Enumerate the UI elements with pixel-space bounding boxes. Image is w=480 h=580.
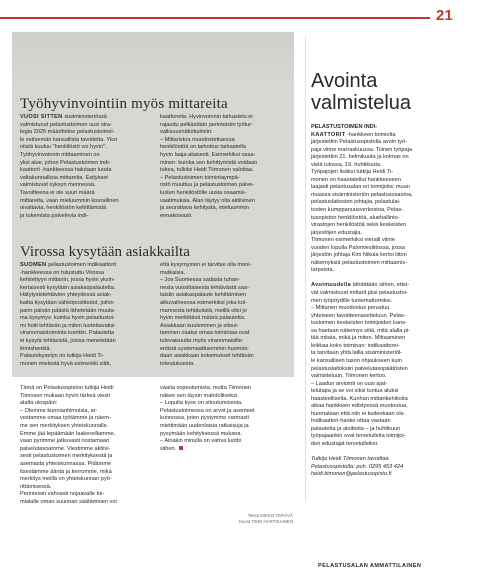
text-line: Asiakkaan kuuleminen ja sitout- [160, 322, 239, 329]
text-line: näkemyksiä pelastustoimen mittaamis- [311, 259, 408, 266]
text-line: tarpeista. [311, 267, 335, 274]
text-line: KAATTORIT -hankkeen toimiolta [311, 131, 396, 138]
text-line: Indikaattori-hanke ottaa vastaan [311, 418, 391, 425]
text-line: ja seurattava kehitystä, mieluummin [160, 205, 249, 212]
text-line: tulevaisuutta myös viranomaisille: [160, 337, 244, 344]
survey-col2 [160, 262, 254, 368]
text-line: pysymään kehityksessä mukana. [160, 430, 243, 437]
text-line: tukea, tulkitsi Heidi Tiimonen valottaa. [160, 167, 254, 174]
text-line: ei kysytä tehtävistä, joissa menetetään [20, 337, 116, 344]
text-line: tusopiston henkilöstöä, aluehallinto- [311, 214, 400, 221]
text-line: sa haetaan näkemys siitä, mitä alalla pi- [311, 327, 411, 334]
text-line: Tiimonen esimerkiksi vieraili viime [311, 237, 396, 244]
text-line: vallisuusnäkökulmiin: [160, 129, 213, 136]
text-line: mialalle oman suunnan säätäminen voi [20, 498, 117, 505]
text-line: järjestöjen edustajia. [311, 229, 362, 236]
text-line: tegia 2025 määrittelee pelastustoimel- [20, 129, 115, 136]
text-line: Työhyvinvoinnin mittaaminen on [20, 151, 100, 158]
text-line: paja viime marraskuussa. Toinen työpaja [311, 146, 412, 153]
text-line: mittareita, vaan mieluummin kourallinen [20, 197, 119, 204]
text-line: järjestettiin 21. helmikuuta ja kolmas on [311, 154, 409, 161]
text-line: men työpöydille tuntemattomiksi. [311, 297, 393, 304]
text-line: vät valmistuvat mittarit jäisi pelastustoi- [311, 290, 408, 297]
text-line: viranomaistoiminta koettiin. Palautetta [20, 330, 115, 337]
text-line: palvelutasoamme. Viestimme aktiivi- [20, 445, 111, 452]
text-line: mannesta tehtävästä, meillä olisi jo [160, 307, 247, 314]
text-line: Tiimosen mukaan hyvin tärkeä viesti [20, 392, 110, 399]
text-line: alkuvaiheessa esimerkiksi joka kol- [160, 299, 248, 306]
text-line: palautetta ja aloitteita – ja huhtikuun [311, 425, 401, 432]
text-line: laajasti pelastusalan eri toimijoita: muun [311, 184, 410, 191]
credits [223, 513, 293, 525]
text-line: kailta kysytään sähköpostitodot, joihin [20, 299, 114, 306]
credit-photos: Kuvat TIMO HARTIKAINEN [238, 519, 293, 524]
text-line: Emme jää lepäämään laakereillamme, [20, 430, 116, 437]
text-line: Tavoitteena ei ole suuri määrä [20, 189, 95, 196]
text-line: taminen osaksi omaa toimintaa ovat [160, 330, 250, 337]
text-line: valmisteluun, Tiimonen kertoo. [311, 373, 387, 380]
text-line: – Mittaristoa muodostettaessa [160, 136, 235, 143]
text-line: sesti pelastustoimen merkityksestä ja [20, 453, 113, 460]
sidebar-title [311, 70, 411, 114]
text-line: miettimään uudenlaisia ratkaisuja ja [160, 422, 249, 429]
text-line: kunnossa, joten pystymme varmasti [160, 415, 249, 422]
text-line: – Ainakin minulla on vahva luotto [160, 438, 242, 445]
text-line: vaan pyrimme jatkuvasti nostamaan [20, 438, 110, 445]
text-line: työpajaankin ovat tervetulleita toimijoi- [311, 433, 406, 440]
text-line: pelastuslaitoksiin palvelutasopäätösten [311, 365, 408, 372]
text-line: kaattoreita. Hyvinvoinnin tarkastelu ei [160, 114, 253, 120]
end-mark-icon [179, 446, 183, 450]
text-line: daan asiakkaan kokemukset tehtävän [160, 353, 254, 360]
text-line: järjestettiin Pelastusopistolla avoin työ- [311, 139, 408, 146]
text-line: kaattorit -hankkeessa halutaan luoda [20, 167, 112, 174]
text-line: muassa sisäministeriön pelastusosastoa, [311, 191, 413, 198]
text-line: Perinteisin vahvasti nojaavalle toi- [20, 491, 105, 498]
sidebar-title-line1: Avointa [311, 70, 378, 92]
text-line: ennakoivasti. [160, 212, 193, 219]
text-line [311, 275, 413, 283]
text-line: tää mitata, mikä ja miten. Mittaaminen [311, 335, 406, 342]
text-line: – Olemme kunnianhimoisia, ar- [20, 407, 98, 414]
text-line: Avoimuudella tähdätään siihen, ettei- [311, 282, 410, 289]
sidebar-title-line2: valmistelua [311, 92, 412, 114]
text-line: valmistuvat syksyn mennessä. [20, 182, 96, 189]
feature-col2 [160, 114, 257, 220]
header-photo [12, 32, 294, 94]
text-line: leikkaa koko toiminan: indikaattorei- [311, 342, 400, 349]
text-line: tustoimen keskeisten toimijoiden kans- [311, 320, 407, 327]
text-line: nesta vuosittaisesta tehtävästä saa- [160, 284, 249, 291]
text-line: rajaudu pelkästään perinteisiin työtur- [160, 121, 253, 128]
text-line: näkee sen täysin mahdolliseksi. [160, 392, 239, 399]
text-line: monen on haastatellut hankkeeseen [311, 176, 401, 183]
text-line: kehitettyyn mittariin, jossa hyvin yksin- [20, 277, 115, 284]
text-line: siihen. [160, 446, 255, 454]
text-line: Tutkija Heidi Tiimonen tavoittaa [311, 456, 389, 463]
text-line: tosten kumppanuusverkostoa, Pelas- [311, 207, 404, 214]
text-line: itsestämme ääntä ja kerromme, mikä [20, 468, 112, 475]
text-line: rittämisessä. [20, 483, 52, 490]
text-line: le kansallisen tason ohjaukseen kuin [311, 357, 402, 364]
text-line: PELASTUSTOIMEN INDI- [311, 124, 378, 130]
credit-text: Teksti MIKKO TERÄVÄ [247, 513, 293, 518]
text-line: toteutuksesta. [160, 360, 195, 367]
text-line: entistä systemaattisemmin huomioi- [160, 345, 249, 352]
text-line: valmistunut pelastustoimen uusi stra- [20, 121, 113, 128]
feature-heading: Työhyvinvointiin myös mittareita [20, 96, 228, 112]
text-line: Pelastusopistolta: puh. 0295 453 424 [311, 463, 404, 470]
header-rule [0, 17, 430, 19]
text-line: – Pelastustoimen toimintaympä- [160, 174, 240, 181]
text-line: SUOMEN pelastustoimen indikaattorit [20, 262, 117, 268]
text-line: – Lopulta kyse on sitoutumisesta. [160, 400, 243, 407]
text-line: parin päivän päästä lähetetään muuta- [20, 307, 116, 314]
text-line: ihmishenkiä. [20, 345, 52, 352]
text-line: ta tarvitaan yhtä lailla sisäministeriöl- [311, 350, 403, 357]
text-line: me sen merkityksen yhteiskunnalle. [20, 422, 109, 429]
sidebar-divider [305, 36, 306, 501]
sidebar-body [311, 124, 413, 479]
text-line: hyvin merkittävä määrä palautetta. [160, 315, 246, 322]
text-line: den edustajat tervetulleiksi. [311, 440, 379, 447]
text-line: telutapa ja se voi siksi tuntua aluksi [311, 388, 399, 395]
text-line: le seitsemän kansallista tavoitetta. Yksi [20, 136, 117, 143]
text-line: Pelastustoimessa on arvot ja asenteet [160, 407, 255, 414]
survey-heading: Virossa kysytään asiakkailta [20, 244, 190, 260]
text-line: virastojen henkilöstöä sekä keskeisten [311, 222, 407, 229]
text-line: – Jos Suomessa sadasta tuhan- [160, 277, 240, 284]
text-line: VUOSI SITTEN sisäministeriössä [20, 114, 107, 120]
text-line: taisiin asiakaspalaute kehittämisen [160, 292, 247, 299]
text-line: Työpajojen lisäksi tutkija Heidi Ti- [311, 169, 394, 176]
text-line: alalta ulospäin: [20, 400, 58, 407]
text-line: asemasta yhteiskunnassa. Pidämme [20, 460, 112, 467]
text-line: lusten henkilöstölle uusia osaamis- [160, 189, 247, 196]
text-line: merkitys meillä on yhteiskunnan pyö- [20, 476, 112, 483]
text-line: vaatia sopeutumista, mutta Tiimonen [160, 385, 252, 391]
text-line: ja tukemista palvelevia indi- [20, 212, 89, 219]
text-line: ma kysymys: kuinka hyvin pelastustoi- [20, 315, 115, 322]
text-line: minen: kuinka sen kehittymistä voidaan [160, 159, 258, 166]
text-line: vielä tulossa, 19. huhtikuuta. [311, 161, 382, 168]
page-number: 21 [436, 7, 453, 24]
feature-col1 [20, 114, 119, 220]
survey-col1 [20, 262, 116, 368]
text-line: valtakunnallisia mittareita. Esitykset [20, 174, 108, 181]
text-line: heidi.tiimonen@pelastusopisto.fi [311, 471, 392, 478]
text-line: -hankkeessa on tutustuttu Virossa [20, 269, 105, 276]
text-line: huomataan että niin ei kuitenkaan ole. [311, 410, 406, 417]
article-col1 [20, 385, 117, 507]
text-line: yhteiseen tavoitteenasetteluun. Pelas- [311, 312, 406, 319]
footer-title: PELASTUSALAN AMMATTILAINEN [318, 563, 422, 569]
text-line: järjestön johtaja Kim Nikula kertoi liiton [311, 252, 407, 259]
text-line: yksi alue, johon Pelastustoimen indi- [20, 159, 111, 166]
text-line: niistä kuuluu "henkilöstö voi hyvin". [20, 144, 107, 151]
text-line: henkilöstöä on tarkoitus tarkastella [160, 144, 246, 151]
text-line: – Laadun arviointi on uusi ajat- [311, 380, 388, 387]
text-line: mi hoiti tehtävän ja miten luotettavaksi [20, 322, 115, 329]
text-line: kertaisesti kysytään asiakaspalautetta. [20, 284, 116, 291]
text-line: vuoden lopulla Palomiesliitossa, jossa [311, 244, 405, 251]
text-line [311, 449, 413, 457]
text-line: hyvin laaja-alaisesti. Esimerkiksi osaa- [160, 151, 256, 158]
text-line: – Mittarien muodostus perustuu [311, 305, 390, 312]
text-line: ristö muuttuu ja pelastustoimen palve- [160, 182, 255, 189]
text-line: vostamme omaa työtämme ja näem- [20, 415, 111, 422]
text-line: monen mielestä hyvä esimerkki siitä, [20, 360, 112, 367]
text-line: haasteelliselta. Kunhan mittarikehikoita [311, 395, 408, 402]
text-line: Hätytysistehtävien yhteydessä asiak- [20, 292, 112, 299]
text-line: Palautekyselyn on tutkija Heidi Ti- [20, 353, 104, 360]
article-col2 [160, 385, 255, 453]
text-line: mutkaisia. [160, 269, 186, 276]
text-line: oivaltavia, henkilöstön kehittämistä [20, 205, 107, 212]
text-line: Tämä on Pelastusopiston tutkija Heidi [20, 385, 114, 391]
text-line: että kysymysten ei tarvitse olla moni- [160, 262, 252, 268]
text-line: vaatimuksia. Alan täytyy olla aktiivinen [160, 197, 255, 204]
text-line: pelastuslaitosten johtajia, pelastulai- [311, 199, 401, 206]
text-line: alkaa hankkeen edistyessä muotoutua, [311, 403, 408, 410]
